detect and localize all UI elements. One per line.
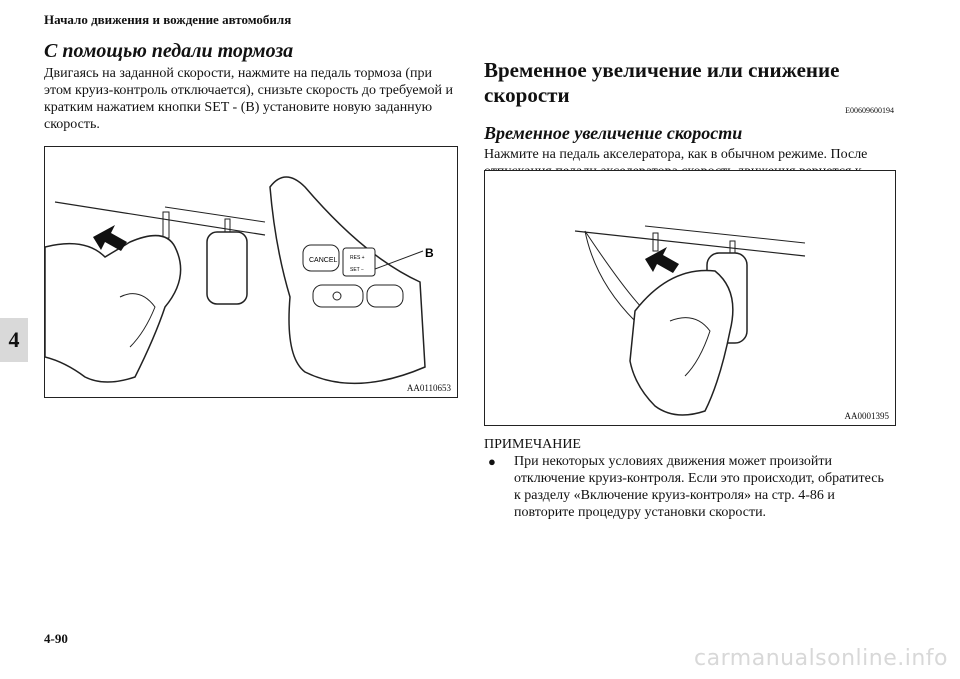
- section-title-brake: С помощью педали тормоза: [44, 40, 294, 62]
- note-block: [484, 436, 894, 521]
- bullet-icon: ●: [488, 454, 496, 469]
- figure-code-right: AA0001395: [844, 411, 889, 421]
- subsection-title: Временное увеличение скорости: [484, 123, 743, 143]
- figure-brake-pedal: [44, 146, 458, 398]
- reference-code: E00609600194: [845, 106, 894, 115]
- watermark: carmanualsonline.info: [694, 646, 948, 671]
- note-item: [484, 453, 894, 521]
- page-number: 4-90: [44, 631, 68, 646]
- brake-pedal-illustration: [45, 147, 457, 397]
- note-item-text: При некоторых условиях движения может произойти отключение круиз-контроля. Если это происходит, обратитесь к разделу «Включение круиз-контроля» на стр. 4-86 и повторите процедуру установки скорости.: [514, 454, 884, 520]
- cancel-button-label: CANCEL: [309, 257, 338, 264]
- res-button-label: RES +: [350, 255, 365, 261]
- note-heading: ПРИМЕЧАНИЕ: [484, 437, 581, 452]
- figure-code-left: AA0110653: [406, 383, 451, 393]
- accelerator-pedal-illustration: [485, 171, 895, 425]
- running-head: Начало движения и вождение автомобиля: [44, 12, 292, 27]
- figure-accelerator-pedal: [484, 170, 896, 426]
- brake-paragraph: Двигаясь на заданной скорости, нажмите на педаль тормоза (при этом круиз-контроль отключается), снизьте скорость до требуемой и кратким нажатием кнопки SET - (B) установите новую заданную скорость.: [44, 66, 453, 132]
- chapter-tab: 4: [0, 318, 28, 362]
- accelerator-paragraph: Нажмите на педаль акселератора, как в обычном режиме. После: [484, 147, 868, 162]
- left-column: [44, 40, 456, 133]
- set-button-label: SET −: [350, 267, 364, 273]
- label-b: B: [425, 246, 434, 260]
- section-title-temporary: Временное увеличение или снижение скорости: [484, 58, 840, 107]
